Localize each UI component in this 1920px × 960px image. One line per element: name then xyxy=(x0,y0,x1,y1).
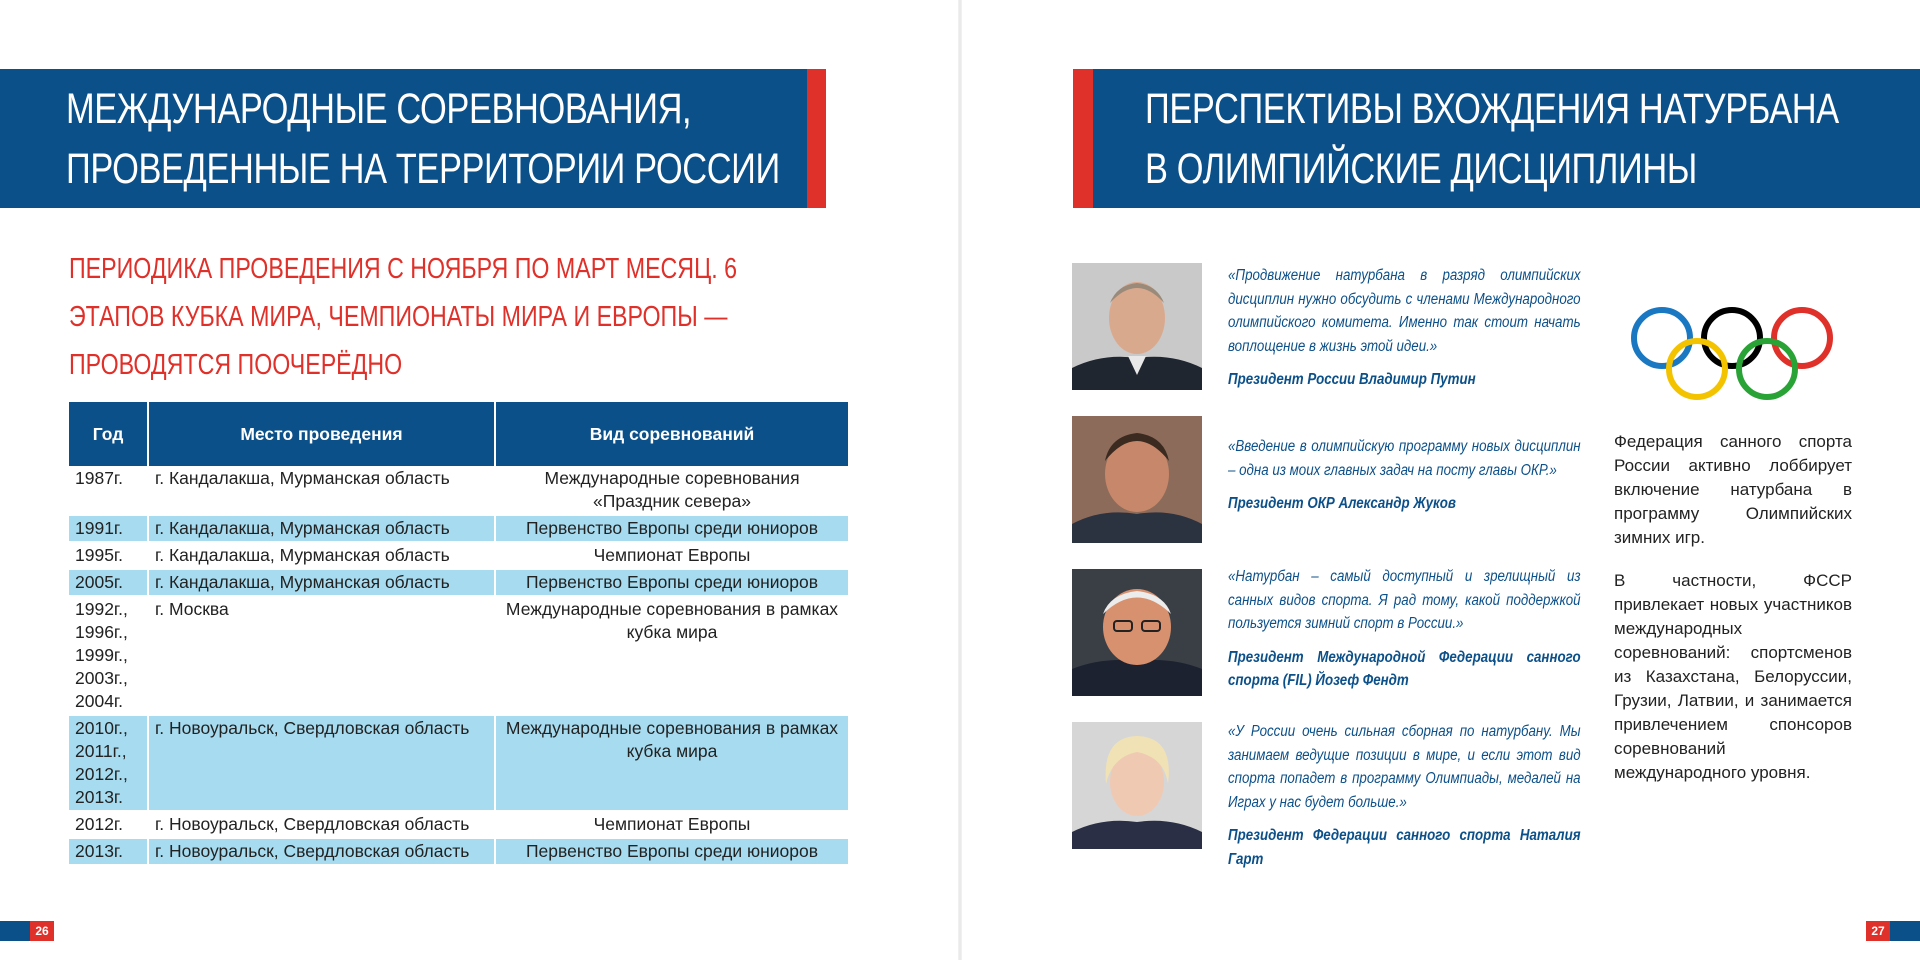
table-row xyxy=(69,515,848,542)
cell-type: Первенство Европы среди юниоров xyxy=(495,515,848,542)
portrait-photo-1 xyxy=(1072,263,1202,390)
quote-author: Президент России Владимир Путин xyxy=(1228,371,1476,388)
quote-block-4 xyxy=(1228,720,1580,871)
spread-gutter xyxy=(958,0,962,960)
table-row xyxy=(69,838,848,865)
table-row xyxy=(69,466,848,515)
cell-place: г. Москва xyxy=(148,596,495,715)
right-title-line-1: ПЕРСПЕКТИВЫ ВХОЖДЕНИЯ НАТУРБАНА xyxy=(1145,85,1839,133)
quote-text: «У России очень сильная сборная по натурбану. Мы занимаем ведущие позиции в мире, и если этот вид спорта попадет в программу Олимпиады, медалей на Играх у нас будет больше.» xyxy=(1228,723,1581,811)
cell-year: 1987г. xyxy=(69,466,148,515)
federation-paragraph-2: В частности, ФССР привлекает новых участников международных соревнований: спортсменов из Казахстана, Белоруссии, Грузии, Латвии, и занимается привлечением спонсоров соревнований международного уровня. xyxy=(1614,571,1852,782)
portrait-photo-3 xyxy=(1072,569,1202,696)
left-title-line-2: ПРОВЕДЕННЫЕ НА ТЕРРИТОРИИ РОССИИ xyxy=(66,145,780,193)
cell-place: г. Кандалакша, Мурманская область xyxy=(148,542,495,569)
left-title-line-1: МЕЖДУНАРОДНЫЕ СОРЕВНОВАНИЯ, xyxy=(66,85,692,133)
page-number-bar-left xyxy=(0,921,30,941)
left-title-banner xyxy=(0,69,826,208)
quote-block-1 xyxy=(1228,264,1580,392)
page-number-right: 27 xyxy=(1866,921,1890,941)
quote-text: «Натурбан – самый доступный и зрелищный из санных видов спорта. Я рад тому, какой поддержкой пользуется зимний спорт в России.» xyxy=(1228,568,1581,632)
cell-place: г. Новоуральск, Свердловская область xyxy=(148,838,495,865)
page-number-left: 26 xyxy=(30,921,54,941)
quote-author: Президент Федерации санного спорта Наталия Гарт xyxy=(1228,827,1581,868)
left-page-title xyxy=(66,79,780,199)
right-title-banner xyxy=(1073,69,1920,208)
banner-accent-bar xyxy=(1073,69,1093,208)
cell-year: 2005г. xyxy=(69,569,148,596)
cell-type: Чемпионат Европы xyxy=(495,811,848,838)
cell-place: г. Кандалакша, Мурманская область xyxy=(148,466,495,515)
competitions-table xyxy=(69,402,848,866)
cell-year: 2013г. xyxy=(69,838,148,865)
quote-author: Президент ОКР Александр Жуков xyxy=(1228,495,1456,512)
cell-place: г. Новоуральск, Свердловская область xyxy=(148,811,495,838)
quote-text: «Введение в олимпийскую программу новых дисциплин – одна из моих главных задач на посту главы ОКР.» xyxy=(1228,438,1581,479)
cell-year: 2012г. xyxy=(69,811,148,838)
quote-text: «Продвижение натурбана в разряд олимпийских дисциплин нужно обсудить с членами Международного олимпийского комитета. Именно так стоит начать воплощение в жизнь этой идеи.» xyxy=(1228,267,1581,355)
portrait-photo-2 xyxy=(1072,416,1202,543)
banner-accent-bar xyxy=(807,69,826,208)
cell-type: Международные соревнования «Праздник севера» xyxy=(495,466,848,515)
cell-year: 1991г. xyxy=(69,515,148,542)
column-header-place: Место проведения xyxy=(148,402,495,466)
right-page-title xyxy=(1145,79,1839,199)
cell-type: Международные соревнования в рамках кубка мира xyxy=(495,596,848,715)
quote-block-3 xyxy=(1228,565,1580,693)
table-row xyxy=(69,542,848,569)
portrait-photo-4 xyxy=(1072,722,1202,849)
olympic-rings-logo xyxy=(1630,305,1834,405)
table-header-row xyxy=(69,402,848,466)
table-row xyxy=(69,569,848,596)
cell-type: Первенство Европы среди юниоров xyxy=(495,838,848,865)
quote-author: Президент Международной Федерации санного спорта (FIL) Йозеф Фендт xyxy=(1228,648,1581,689)
table-row xyxy=(69,811,848,838)
cell-year: 1992г., 1996г., 1999г., 2003г., 2004г. xyxy=(69,596,148,715)
cell-type: Первенство Европы среди юниоров xyxy=(495,569,848,596)
quote-block-2 xyxy=(1228,435,1580,516)
column-header-type: Вид соревнований xyxy=(495,402,848,466)
cell-year: 2010г., 2011г., 2012г., 2013г. xyxy=(69,715,148,811)
table-row xyxy=(69,596,848,715)
column-header-year: Год xyxy=(69,402,148,466)
left-subtitle: ПЕРИОДИКА ПРОВЕДЕНИЯ С НОЯБРЯ ПО МАРТ МЕСЯЦ. 6 ЭТАПОВ КУБКА МИРА, ЧЕМПИОНАТЫ МИРА И ЕВРОПЫ — ПРОВОДЯТСЯ ПООЧЕРЁДНО xyxy=(69,253,738,381)
page-number-bar-right xyxy=(1890,921,1920,941)
federation-paragraph-1: Федерация санного спорта России активно лоббирует включение натурбана в программу Олимпийских зимних игр. xyxy=(1614,432,1852,547)
cell-place: г. Кандалакша, Мурманская область xyxy=(148,569,495,596)
cell-type: Международные соревнования в рамках кубка мира xyxy=(495,715,848,811)
cell-type: Чемпионат Европы xyxy=(495,542,848,569)
cell-place: г. Кандалакша, Мурманская область xyxy=(148,515,495,542)
table-row xyxy=(69,715,848,811)
cell-place: г. Новоуральск, Свердловская область xyxy=(148,715,495,811)
right-title-line-2: В ОЛИМПИЙСКИЕ ДИСЦИПЛИНЫ xyxy=(1145,145,1697,193)
cell-year: 1995г. xyxy=(69,542,148,569)
